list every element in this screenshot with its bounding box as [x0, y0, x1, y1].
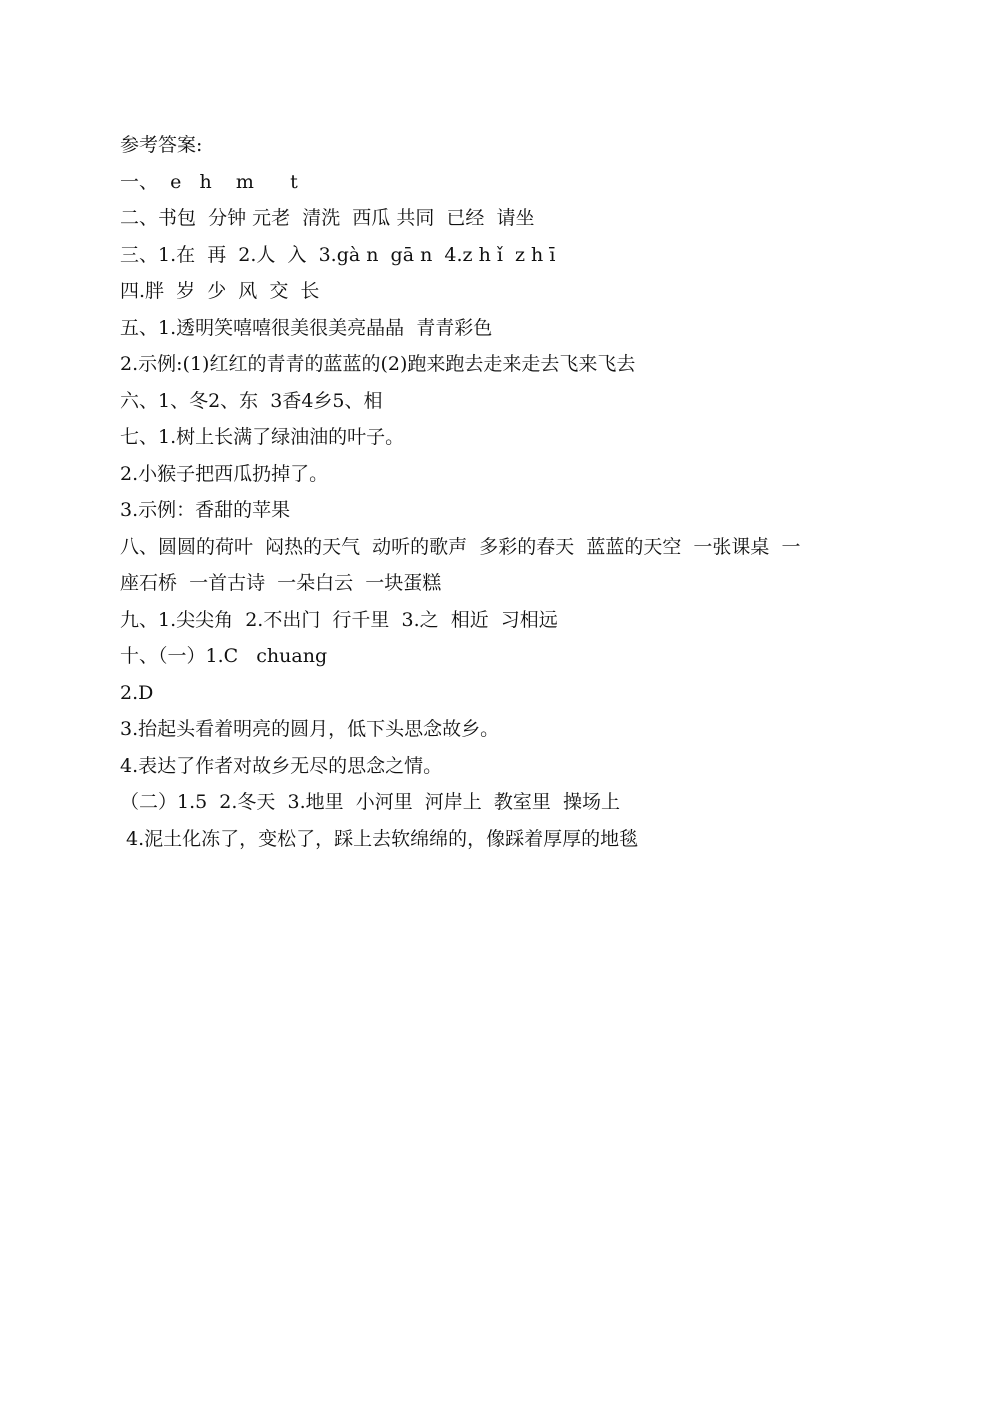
answer-line-5: 五、1.透明笑嘻嘻很美很美亮晶晶 青青彩色	[120, 316, 493, 339]
answer-line-16: 3.抬起头看着明亮的圆月，低下头思念故乡。	[120, 718, 500, 740]
answer-line-14: 十、（一）1.C chuang	[120, 645, 328, 667]
answer-line-7: 六、1、冬2、东 3香4乡5、相	[120, 389, 383, 412]
answer-line-4: 四.胖 岁 少 风 交 长	[120, 280, 320, 302]
answer-line-1: 一、 e h m t	[120, 170, 298, 193]
answer-line-18: （二）1.5 2.冬天 3.地里 小河里 河岸上 教室里 操场上	[120, 791, 620, 813]
answer-line-12: 座石桥 一首古诗 一朵白云 一块蛋糕	[120, 572, 442, 594]
answer-line-17: 4.表达了作者对故乡无尽的思念之情。	[120, 754, 443, 777]
answer-line-11: 八、圆圆的荷叶 闷热的天气 动听的歌声 多彩的春天 蓝蓝的天空 一张课桌 一	[120, 535, 801, 558]
answer-line-2: 二、书包 分钟 元老 清洗 西瓜 共同 已经 请坐	[120, 207, 535, 229]
answer-key	[120, 127, 890, 857]
answer-line-13: 九、1.尖尖角 2.不出门 行千里 3.之 相近 习相远	[120, 608, 558, 631]
answer-line-15: 2.D	[120, 681, 154, 704]
answer-line-19: 4.泥土化冻了，变松了，踩上去软绵绵的，像踩着厚厚的地毯	[120, 827, 639, 850]
answer-line-10: 3.示例：香甜的苹果	[120, 499, 291, 521]
answer-line-9: 2.小猴子把西瓜扔掉了。	[120, 462, 329, 485]
answer-heading: 参考答案:	[120, 134, 203, 156]
answer-line-3: 三、1.在 再 2.人 入 3.gà n gā n 4.z h ǐ z h ī	[120, 243, 556, 266]
answer-line-6: 2.示例:(1)红红的青青的蓝蓝的(2)跑来跑去走来走去飞来飞去	[120, 353, 636, 375]
answer-line-8: 七、1.树上长满了绿油油的叶子。	[120, 426, 405, 448]
